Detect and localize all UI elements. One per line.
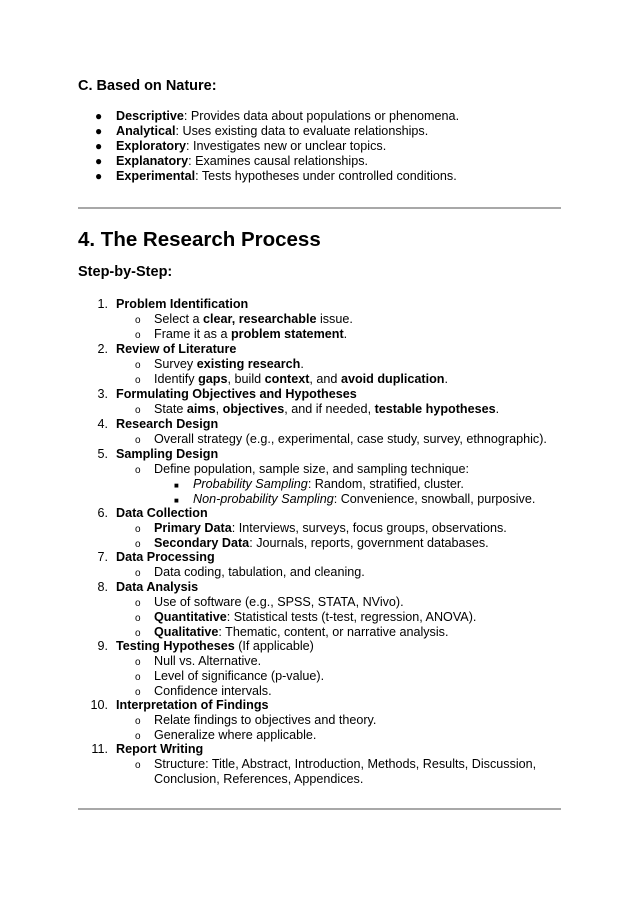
section-heading: C. Based on Nature:: [78, 78, 217, 94]
section-subtitle: Step-by-Step:: [78, 264, 173, 280]
list-item: Select a clear, researchable issue.: [154, 312, 353, 326]
list-item: Identify gaps, build context, and avoid duplication.: [154, 372, 448, 386]
list-item: [95, 169, 102, 184]
list-item: Use of software (e.g., SPSS, STATA, NVivo).: [154, 595, 404, 609]
step-title: Problem Identification: [116, 297, 249, 311]
list-item-continuation: Conclusion, References, Appendices.: [154, 772, 364, 786]
list-item: Qualitative: Thematic, content, or narrative analysis.: [154, 625, 449, 639]
step-number: 9.: [97, 639, 108, 653]
step-title: Testing Hypotheses (If applicable): [116, 639, 314, 653]
list-item: Exploratory: Investigates new or unclear topics.: [116, 139, 387, 153]
step-title: Data Collection: [116, 506, 208, 520]
step-number: 3.: [97, 387, 108, 401]
list-item: Probability Sampling: Random, stratified, cluster.: [193, 477, 464, 491]
circle-bullet-icon: o: [135, 405, 141, 416]
list-item: [95, 124, 102, 139]
list-item: [95, 139, 102, 154]
page-title: 4. The Research Process: [78, 228, 321, 251]
step-title: Report Writing: [116, 742, 204, 756]
step-title: Data Analysis: [116, 580, 199, 594]
step-number: 2.: [97, 342, 108, 356]
bullet-icon: ●: [95, 124, 103, 138]
step-title: Research Design: [116, 417, 219, 431]
step-number: 10.: [90, 698, 108, 712]
bullet-icon: ●: [95, 109, 103, 123]
circle-bullet-icon: o: [135, 731, 141, 742]
step-number: 1.: [97, 297, 108, 311]
circle-bullet-icon: o: [135, 539, 141, 550]
circle-bullet-icon: o: [135, 568, 141, 579]
list-item: [95, 109, 102, 124]
circle-bullet-icon: o: [135, 435, 141, 446]
step-title: Data Processing: [116, 550, 215, 564]
circle-bullet-icon: o: [135, 613, 141, 624]
list-item: Explanatory: Examines causal relationships.: [116, 154, 368, 168]
step-title: Review of Literature: [116, 342, 237, 356]
circle-bullet-icon: o: [135, 672, 141, 683]
list-item: Secondary Data: Journals, reports, government databases.: [154, 536, 489, 550]
list-item: Data coding, tabulation, and cleaning.: [154, 565, 365, 579]
list-item: Primary Data: Interviews, surveys, focus groups, observations.: [154, 521, 507, 535]
circle-bullet-icon: o: [135, 465, 141, 476]
list-item: Overall strategy (e.g., experimental, case study, survey, ethnographic).: [154, 432, 547, 446]
circle-bullet-icon: o: [135, 657, 141, 668]
step-title: Interpretation of Findings: [116, 698, 269, 712]
step-number: 8.: [97, 580, 108, 594]
circle-bullet-icon: o: [135, 375, 141, 386]
list-item: Descriptive: Provides data about populations or phenomena.: [116, 109, 460, 123]
horizontal-rule: [78, 207, 561, 209]
bullet-icon: ●: [95, 154, 103, 168]
list-item: Survey existing research.: [154, 357, 304, 371]
step-title: Sampling Design: [116, 447, 219, 461]
list-item: Structure: Title, Abstract, Introduction, Methods, Results, Discussion,: [154, 757, 537, 771]
circle-bullet-icon: o: [135, 524, 141, 535]
step-number: 7.: [97, 550, 108, 564]
circle-bullet-icon: o: [135, 716, 141, 727]
circle-bullet-icon: o: [135, 760, 141, 771]
list-item: Confidence intervals.: [154, 684, 272, 698]
list-item: Level of significance (p-value).: [154, 669, 325, 683]
square-bullet-icon: ■: [174, 481, 179, 490]
list-item: Non-probability Sampling: Convenience, snowball, purposive.: [193, 492, 536, 506]
circle-bullet-icon: o: [135, 598, 141, 609]
list-item: Analytical: Uses existing data to evaluate relationships.: [116, 124, 429, 138]
step-number: 4.: [97, 417, 108, 431]
list-item: Generalize where applicable.: [154, 728, 317, 742]
circle-bullet-icon: o: [135, 360, 141, 371]
list-item: Relate findings to objectives and theory.: [154, 713, 377, 727]
circle-bullet-icon: o: [135, 330, 141, 341]
list-item: [95, 154, 102, 169]
list-item: Experimental: Tests hypotheses under controlled conditions.: [116, 169, 457, 183]
list-item: Define population, sample size, and sampling technique:: [154, 462, 470, 476]
circle-bullet-icon: o: [135, 687, 141, 698]
list-item: Frame it as a problem statement.: [154, 327, 348, 341]
step-title: Formulating Objectives and Hypotheses: [116, 387, 357, 401]
step-number: 5.: [97, 447, 108, 461]
circle-bullet-icon: o: [135, 315, 141, 326]
list-item: Null vs. Alternative.: [154, 654, 262, 668]
horizontal-rule: [78, 808, 561, 810]
list-item: Quantitative: Statistical tests (t-test, regression, ANOVA).: [154, 610, 477, 624]
list-item: State aims, objectives, and if needed, testable hypotheses.: [154, 402, 500, 416]
step-number: 6.: [97, 506, 108, 520]
step-number: 11.: [91, 742, 108, 756]
square-bullet-icon: ■: [174, 496, 179, 505]
circle-bullet-icon: o: [135, 628, 141, 639]
bullet-icon: ●: [95, 169, 103, 183]
bullet-icon: ●: [95, 139, 103, 153]
